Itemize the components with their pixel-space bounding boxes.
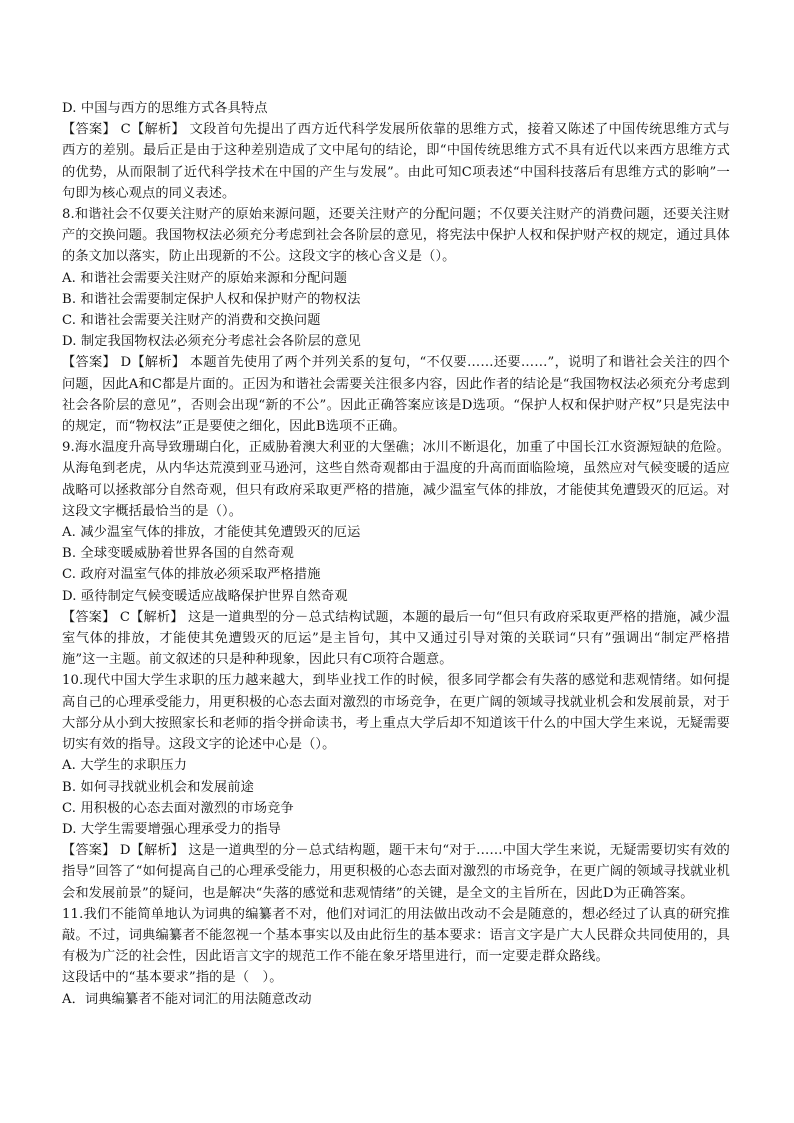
option-a-q10: A. 大学生的求职压力 (62, 758, 188, 774)
answer-q8: 【答案】 D【解析】 本题首先使用了两个并列关系的复句，“不仅要……还要……”，说明了和谐社会关注的四个问题，因此A和C都是片面的。正因为和谐社会需要关注很多内容，因此作者的结论是“我国物权法必须充分考虑到社会各阶层的意见”，否则会出现“新的不公”。因此正确答案应该是D选项。“保护人权和保护财产权”只是宪法中的规定，而“物权法”正是要使之细化，因此B选项不正确。 (62, 355, 730, 435)
option-d-q8: D. 制定我国物权法必须充分考虑社会各阶层的意见 (62, 334, 362, 350)
option-d-q7: D. 中国与西方的思维方式各具特点 (62, 101, 268, 116)
option-a-q9: A. 减少温室气体的排放，才能使其免遭毁灭的厄运 (62, 525, 361, 541)
option-d-q10: D. 大学生需要增强心理承受力的指导 (62, 821, 281, 837)
question-9: 9.海水温度升高导致珊瑚白化，正威胁着澳大利亚的大堡礁；冰川不断退化，加重了中国长江水资源短缺的危险。从海龟到老虎，从内华达荒漠到亚马逊河，这些自然奇观都由于温度的升高而面临险境，虽然应对气候变暖的适应战略可以拯救部分自然奇观，但只有政府采取更严格的措施，减少温室气体的排放，才能使其免遭毁灭的厄运。对这段文字概括最恰当的是（）。 (62, 440, 730, 519)
answer-q9: 【答案】 C【解析】 这是一道典型的分－总式结构试题，本题的最后一句“但只有政府采取更严格的措施，减少温室气体的排放，才能使其免遭毁灭的厄运”是主旨句，其中又通过引导对策的关联词“只有”强调出“制定严格措施”这一主题。前文叙述的只是种种现象，因此只有C项符合题意。 (62, 609, 730, 668)
question-11-prompt: 这段话中的“基本要求”指的是（ ）。 (62, 970, 283, 986)
option-c-q10: C. 用积极的心态去面对激烈的市场竞争 (62, 800, 294, 816)
option-c-q8: C. 和谐社会需要关注财产的消费和交换问题 (62, 313, 321, 329)
option-d-q9: D. 亟待制定气候变暖适应战略保护世界自然奇观 (62, 588, 348, 604)
option-b-q9: B. 全球变暖威胁着世界各国的自然奇观 (62, 546, 294, 562)
option-a-q8: A. 和谐社会需要关注财产的原始来源和分配问题 (62, 270, 348, 286)
question-8: 8.和谐社会不仅要关注财产的原始来源问题，还要关注财产的分配问题；不仅要关注财产的消费问题，还要关注财产的交换问题。我国物权法必须充分考虑到社会各阶层的意见，将宪法中保护人权和保护财产权的规定，通过具体的条文加以落实，防止出现新的不公。这段文字的核心含义是（）。 (62, 207, 730, 265)
option-b-q8: B. 和谐社会需要制定保护人权和保护财产的物权法 (62, 291, 361, 307)
option-b-q10: B. 如何寻找就业机会和发展前途 (62, 779, 254, 795)
question-10: 10.现代中国大学生求职的压力越来越大，到毕业找工作的时候，很多同学都会有失落的感觉和悲观情绪。如何提高自己的心理承受能力，用更积极的心态去面对激烈的市场竞争，在更广阔的领域寻找就业机会和发展前景，对于大部分从小到大按照家长和老师的指令拼命读书，考上重点大学后却不知道该干什么的中国大学生来说，无疑需要切实有效的指导。这段文字的论述中心是（）。 (62, 673, 730, 753)
option-c-q9: C. 政府对温室气体的排放必须采取严格措施 (62, 567, 321, 583)
answer-q10: 【答案】 D【解析】 这是一道典型的分－总式结构题，题干末句“对于……中国大学生来说，无疑需要切实有效的指导”回答了“如何提高自己的心理承受能力，用更积极的心态去面对激烈的市场竞争，在更广阔的领域寻找就业机会和发展前景”的疑问，也是解决“失落的感觉和悲观情绪”的关键，是全文的主旨所在，因此D为正确答案。 (62, 843, 730, 901)
question-11: 11.我们不能简单地认为词典的编纂者不对，他们对词汇的用法做出改动不会是随意的，想必经过了认真的研究推敲。不过，词典编纂者不能忽视一个基本事实以及由此衍生的基本要求：语言文字是广大人民群众共同使用的，具有极为广泛的社会性，因此语言文字的规范工作不能在象牙塔里进行，而一定要走群众路线。 (62, 906, 730, 965)
answer-q7: 【答案】 C【解析】 文段首句先提出了西方近代科学发展所依靠的思维方式，接着又陈述了中国传统思维方式与西方的差别。最后正是由于这种差别造成了文中尾句的结论，即“中国传统思维方式不具有近代以来西方思维方式的优势，从而限制了近代科学技术在中国的产生与发展”。由此可知C项表述“中国科技落后有思维方式的影响”一句即为核心观点的同义表述。 (62, 122, 730, 201)
document-body (62, 98, 730, 1010)
option-a-q11: A．词典编纂者不能对词汇的用法随意改动 (62, 991, 312, 1007)
